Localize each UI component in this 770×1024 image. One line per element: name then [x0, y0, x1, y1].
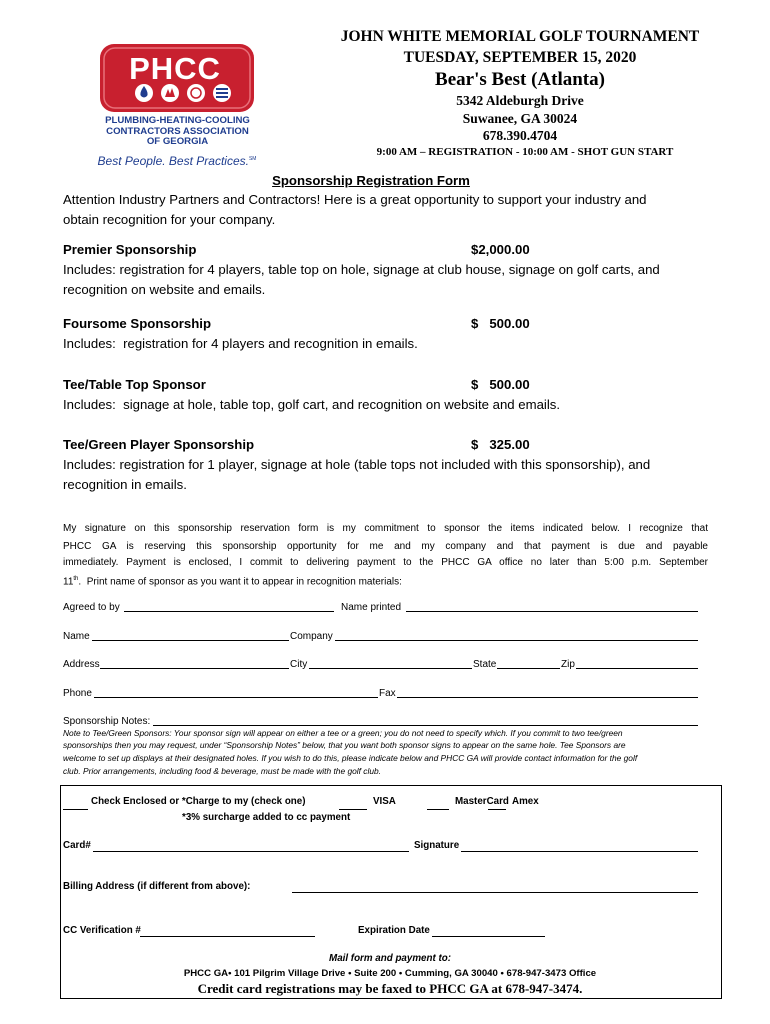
commitment-day: 11	[63, 576, 74, 588]
name-field[interactable]	[92, 629, 289, 641]
sponsorship-description: Includes: registration for 4 players and recognition in emails.	[63, 336, 418, 351]
mail-heading: Mail form and payment to:	[329, 953, 451, 964]
commitment-text: My signature on this sponsorship reservation form is my commitment to sponsor the items indicated below. I recognize that	[63, 523, 708, 534]
mastercard-blank[interactable]	[427, 798, 449, 810]
sponsorship-description: Includes: registration for 1 player, signage at hole (table tops not included with this sponsorship), and	[63, 457, 651, 472]
agreed-by-field[interactable]	[124, 600, 334, 612]
fax-note: Credit card registrations may be faxed to PHCC GA at 678-947-3474.	[197, 981, 583, 996]
form-title: Sponsorship Registration Form	[272, 173, 470, 188]
address-label: Address	[63, 659, 100, 670]
sponsorship-price: $ 325.00	[471, 437, 530, 452]
company-field[interactable]	[335, 629, 698, 641]
card-number-label: Card#	[63, 840, 91, 851]
sponsorship-name: Tee/Table Top Sponsor	[63, 377, 206, 392]
logo-association-name	[90, 116, 265, 148]
signature-label: Signature	[414, 840, 460, 851]
sponsorship-price: $ 500.00	[471, 377, 530, 392]
phone-label: Phone	[63, 688, 92, 699]
company-label: Company	[290, 631, 333, 642]
venue-name: Bear's Best (Atlanta)	[435, 69, 605, 90]
tee-green-note: sponsorships then you may request, under “Sponsorship Notes” below, that you want both sponsor signs to appear on the same hole. Tee Sponsors are	[63, 740, 626, 750]
commitment-text: PHCC GA is reserving this sponsorship opportunity for me and my company and that payment is due and payable	[63, 541, 708, 552]
fax-label: Fax	[379, 688, 396, 699]
intro-text: obtain recognition for your company.	[63, 212, 276, 227]
expiration-date-label: Expiration Date	[358, 925, 430, 936]
sponsorship-name: Tee/Green Player Sponsorship	[63, 437, 255, 452]
sponsorship-description: recognition on website and emails.	[63, 282, 266, 297]
sponsorship-description: recognition in emails.	[63, 477, 187, 492]
logo-line: CONTRACTORS ASSOCIATION	[106, 125, 249, 137]
venue-phone: 678.390.4704	[482, 128, 558, 143]
name-printed-label: Name printed	[341, 602, 402, 613]
expiration-date-field[interactable]	[432, 925, 545, 937]
check-enclosed-blank[interactable]	[63, 798, 88, 810]
venue-address-2: Suwanee, GA 30024	[462, 111, 578, 126]
name-printed-field[interactable]	[406, 600, 698, 612]
card-number-field[interactable]	[93, 840, 409, 852]
city-field[interactable]	[309, 657, 472, 669]
mail-address: PHCC GA• 101 Pilgrim Village Drive • Suite 200 • Cumming, GA 30040 • 678-947-3473 Office	[183, 968, 597, 979]
zip-field[interactable]	[576, 657, 698, 669]
sponsorship-notes-label: Sponsorship Notes:	[63, 716, 151, 727]
phone-field[interactable]	[94, 686, 378, 698]
billing-address-field[interactable]	[292, 881, 698, 893]
event-schedule: 9:00 AM – REGISTRATION - 10:00 AM - SHOT GUN START	[376, 146, 674, 158]
sponsorship-name: Foursome Sponsorship	[63, 316, 212, 331]
tournament-date: TUESDAY, SEPTEMBER 15, 2020	[403, 49, 637, 66]
amex-blank[interactable]	[488, 798, 506, 810]
cc-verification-label: CC Verification #	[63, 925, 141, 936]
name-label: Name	[63, 631, 90, 642]
tournament-title: JOHN WHITE MEMORIAL GOLF TOURNAMENT	[340, 28, 700, 45]
check-enclosed-label: Check Enclosed or *Charge to my (check one)	[91, 796, 306, 807]
state-field[interactable]	[497, 657, 560, 669]
commitment-text	[63, 569, 402, 592]
sponsorship-price: $ 500.00	[471, 316, 530, 331]
venue-address-1: 5342 Aldeburgh Drive	[456, 93, 584, 108]
sponsorship-name: Premier Sponsorship	[63, 242, 197, 257]
sponsorship-price: $2,000.00	[471, 242, 530, 257]
sponsorship-description: Includes: registration for 4 players, table top on hole, signage at club house, signage on golf carts, and	[63, 262, 660, 277]
tee-green-note: club. Prior arrangements, including food & beverage, must be made with the golf club.	[63, 766, 381, 776]
visa-label: VISA	[373, 796, 396, 807]
address-field[interactable]	[100, 657, 289, 669]
state-label: State	[473, 659, 497, 670]
fax-field[interactable]	[397, 686, 698, 698]
logo-wordmark: PHCC	[129, 51, 221, 86]
billing-address-label: Billing Address (if different from above):	[63, 881, 251, 892]
signature-field[interactable]	[461, 840, 698, 852]
mastercard-label: MasterCard	[455, 796, 509, 807]
commitment-instruction: . Print name of sponsor as you want it to appear in recognition materials:	[78, 576, 402, 588]
logo-tagline: Best People. Best Practices.℠	[97, 154, 257, 168]
commitment-text: immediately. Payment is enclosed, I commit to delivering payment to the PHCC GA office no later than 5:00 p.m. September	[63, 557, 708, 568]
zip-label: Zip	[561, 659, 575, 670]
logo-line: OF GEORGIA	[146, 136, 209, 147]
amex-label: Amex	[512, 796, 539, 807]
ordinal-suffix: th	[73, 576, 79, 582]
tee-green-note: Note to Tee/Green Sponsors: Your sponsor sign will appear on either a tee or a green; you do not need to specify which. If you commit to two tee/green	[63, 728, 623, 738]
cc-verification-field[interactable]	[140, 925, 315, 937]
sponsorship-description: Includes: signage at hole, table top, golf cart, and recognition on website and emails.	[63, 397, 561, 412]
logo-line: PLUMBING-HEATING-COOLING	[105, 115, 250, 126]
city-label: City	[290, 659, 308, 670]
tee-green-note: welcome to set up displays at their designated holes. If you wish to do this, please indicate below and PHCC GA will provide contact information for the golf	[63, 753, 638, 763]
tagline-text: Best People. Best Practices.	[97, 154, 249, 168]
sponsorship-notes-field[interactable]	[153, 714, 698, 726]
intro-text: Attention Industry Partners and Contractors! Here is a great opportunity to support your industry and	[63, 192, 647, 207]
agreed-by-label: Agreed to by	[63, 602, 120, 613]
surcharge-note: *3% surcharge added to cc payment	[182, 812, 351, 823]
